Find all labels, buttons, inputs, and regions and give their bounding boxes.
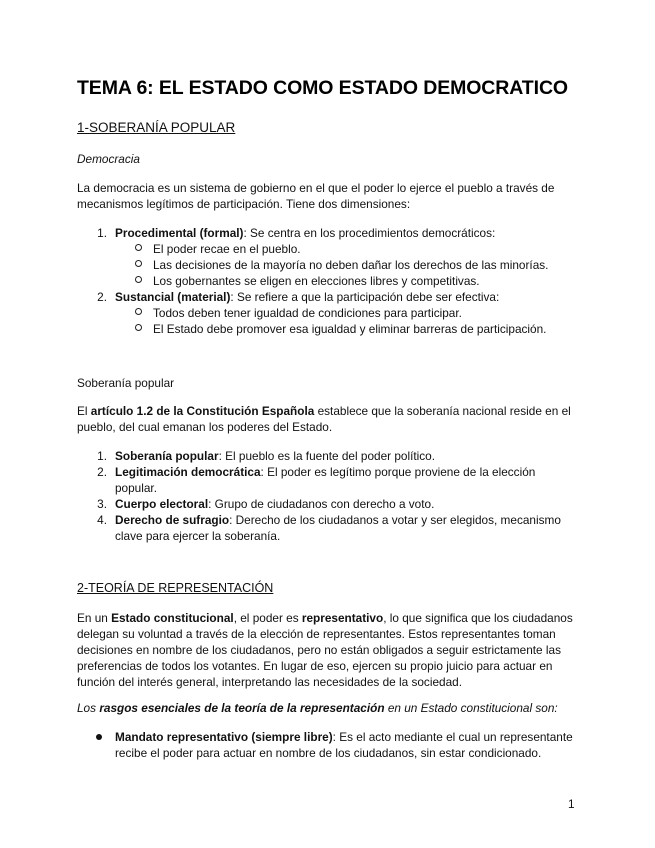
text-run: En un (77, 611, 112, 625)
section-heading-soberania: 1-SOBERANÍA POPULAR (77, 120, 236, 135)
hollow-bullet-icon (135, 276, 142, 283)
concept-item (115, 496, 434, 512)
paragraph-line-3: decisiones en nombre de los ciudadanos, pero no están obligados a seguir estrictamente las (77, 643, 561, 657)
paragraph-line-4: preferencias de todos los votantes. En lugar de eso, ejercen su propio juicio para actuar en (77, 659, 553, 673)
concept-item (115, 448, 435, 464)
term-bold: Soberanía popular (115, 449, 219, 463)
bold-term: representativo (301, 611, 384, 625)
term-text: : Se centra en los procedimientos democráticos: (243, 226, 496, 240)
concept-item (115, 512, 561, 528)
term-bold: Procedimental (formal) (115, 226, 244, 240)
term-text: : Derecho de los ciudadanos a votar y ser elegidos, mecanismo (229, 513, 561, 527)
text-run: El (77, 404, 91, 418)
hollow-bullet-icon (135, 324, 142, 331)
hollow-bullet-icon (135, 244, 142, 251)
concept-item-continuation: popular. (115, 481, 157, 495)
list-number: 1. (97, 226, 107, 240)
subheading-democracia: Democracia (77, 152, 140, 166)
list-number: 3. (97, 497, 107, 511)
subheading-soberania-popular: Soberanía popular (77, 376, 175, 390)
list-number: 4. (97, 513, 107, 527)
section-heading-representacion: 2-TEORÍA DE REPRESENTACIÓN (77, 581, 274, 595)
hollow-bullet-icon (135, 260, 142, 267)
sub-item: El poder recae en el pueblo. (153, 242, 301, 256)
sub-item: El Estado debe promover esa igualdad y eliminar barreras de participación. (153, 322, 547, 336)
term-bold: Derecho de sufragio (115, 513, 230, 527)
term-text: : Grupo de ciudadanos con derecho a voto. (208, 497, 435, 511)
article-line-1 (77, 403, 577, 419)
article-reference: artículo 1.2 de la Constitución Española (90, 404, 315, 418)
list-item-procedimental (115, 225, 495, 241)
paragraph-line-5: función del interés general, interpretando las necesidades de la sociedad. (77, 675, 462, 689)
term-bold: Cuerpo electoral (115, 497, 209, 511)
page-number: 1 (568, 797, 575, 811)
paragraph-line-2: delegan su voluntad a través de la elección de representantes. Estos representantes toman (77, 627, 556, 641)
list-number: 1. (97, 449, 107, 463)
bold-term: Estado constitucional (111, 611, 234, 625)
sub-item: Los gobernantes se eligen en elecciones libres y competitivas. (153, 274, 480, 288)
term-bold: Legitimación democrática (115, 465, 261, 479)
sub-item: Todos deben tener igualdad de condiciones para participar. (153, 306, 462, 320)
hollow-bullet-icon (135, 308, 142, 315)
mandato-item (115, 729, 585, 761)
text-run: establece que la soberanía nacional reside en el (314, 404, 571, 418)
term-text: : Se refiere a que la participación debe ser efectiva: (230, 290, 500, 304)
bold-term: rasgos esenciales de la teoría de la representación (99, 701, 385, 715)
rasgos-intro (77, 700, 577, 716)
intro-line-2: mecanismos legítimos de participación. Tiene dos dimensiones: (77, 197, 411, 211)
list-number: 2. (97, 290, 107, 304)
term-bold: Sustancial (material) (115, 290, 231, 304)
filled-bullet-icon (96, 734, 102, 740)
article-paragraph (77, 403, 577, 435)
list-number: 2. (97, 465, 107, 479)
mandato-line-2: recibe el poder para actuar en nombre de los ciudadanos, sin estar condicionado. (115, 746, 542, 760)
concept-item-continuation: clave para ejercer la soberanía. (115, 529, 281, 543)
intro-paragraph (77, 180, 577, 212)
intro-line-1: La democracia es un sistema de gobierno en el que el poder lo ejerce el pueblo a través de (77, 181, 555, 195)
article-line-2: pueblo, del cual emanan los poderes del Estado. (77, 420, 333, 434)
term-text: : El poder es legítimo porque proviene de la elección (260, 465, 536, 479)
page-title: TEMA 6: EL ESTADO COMO ESTADO DEMOCRATICO (77, 77, 568, 99)
text-run: : Es el acto mediante el cual un representante (332, 730, 573, 744)
sub-item: Las decisiones de la mayoría no deben dañar los derechos de las minorías. (153, 258, 549, 272)
term-text: : El pueblo es la fuente del poder político. (218, 449, 436, 463)
text-run: Los (77, 701, 100, 715)
list-item-sustancial (115, 289, 499, 305)
text-run: , el poder es (233, 611, 302, 625)
paragraph-line-1 (77, 610, 577, 626)
representation-paragraph (77, 610, 577, 690)
concept-item (115, 464, 535, 480)
text-run: , lo que significa que los ciudadanos (383, 611, 573, 625)
text-run: en un Estado constitucional son: (384, 701, 558, 715)
mandato-line-1 (115, 729, 585, 745)
bold-term: Mandato representativo (siempre libre) (115, 730, 333, 744)
